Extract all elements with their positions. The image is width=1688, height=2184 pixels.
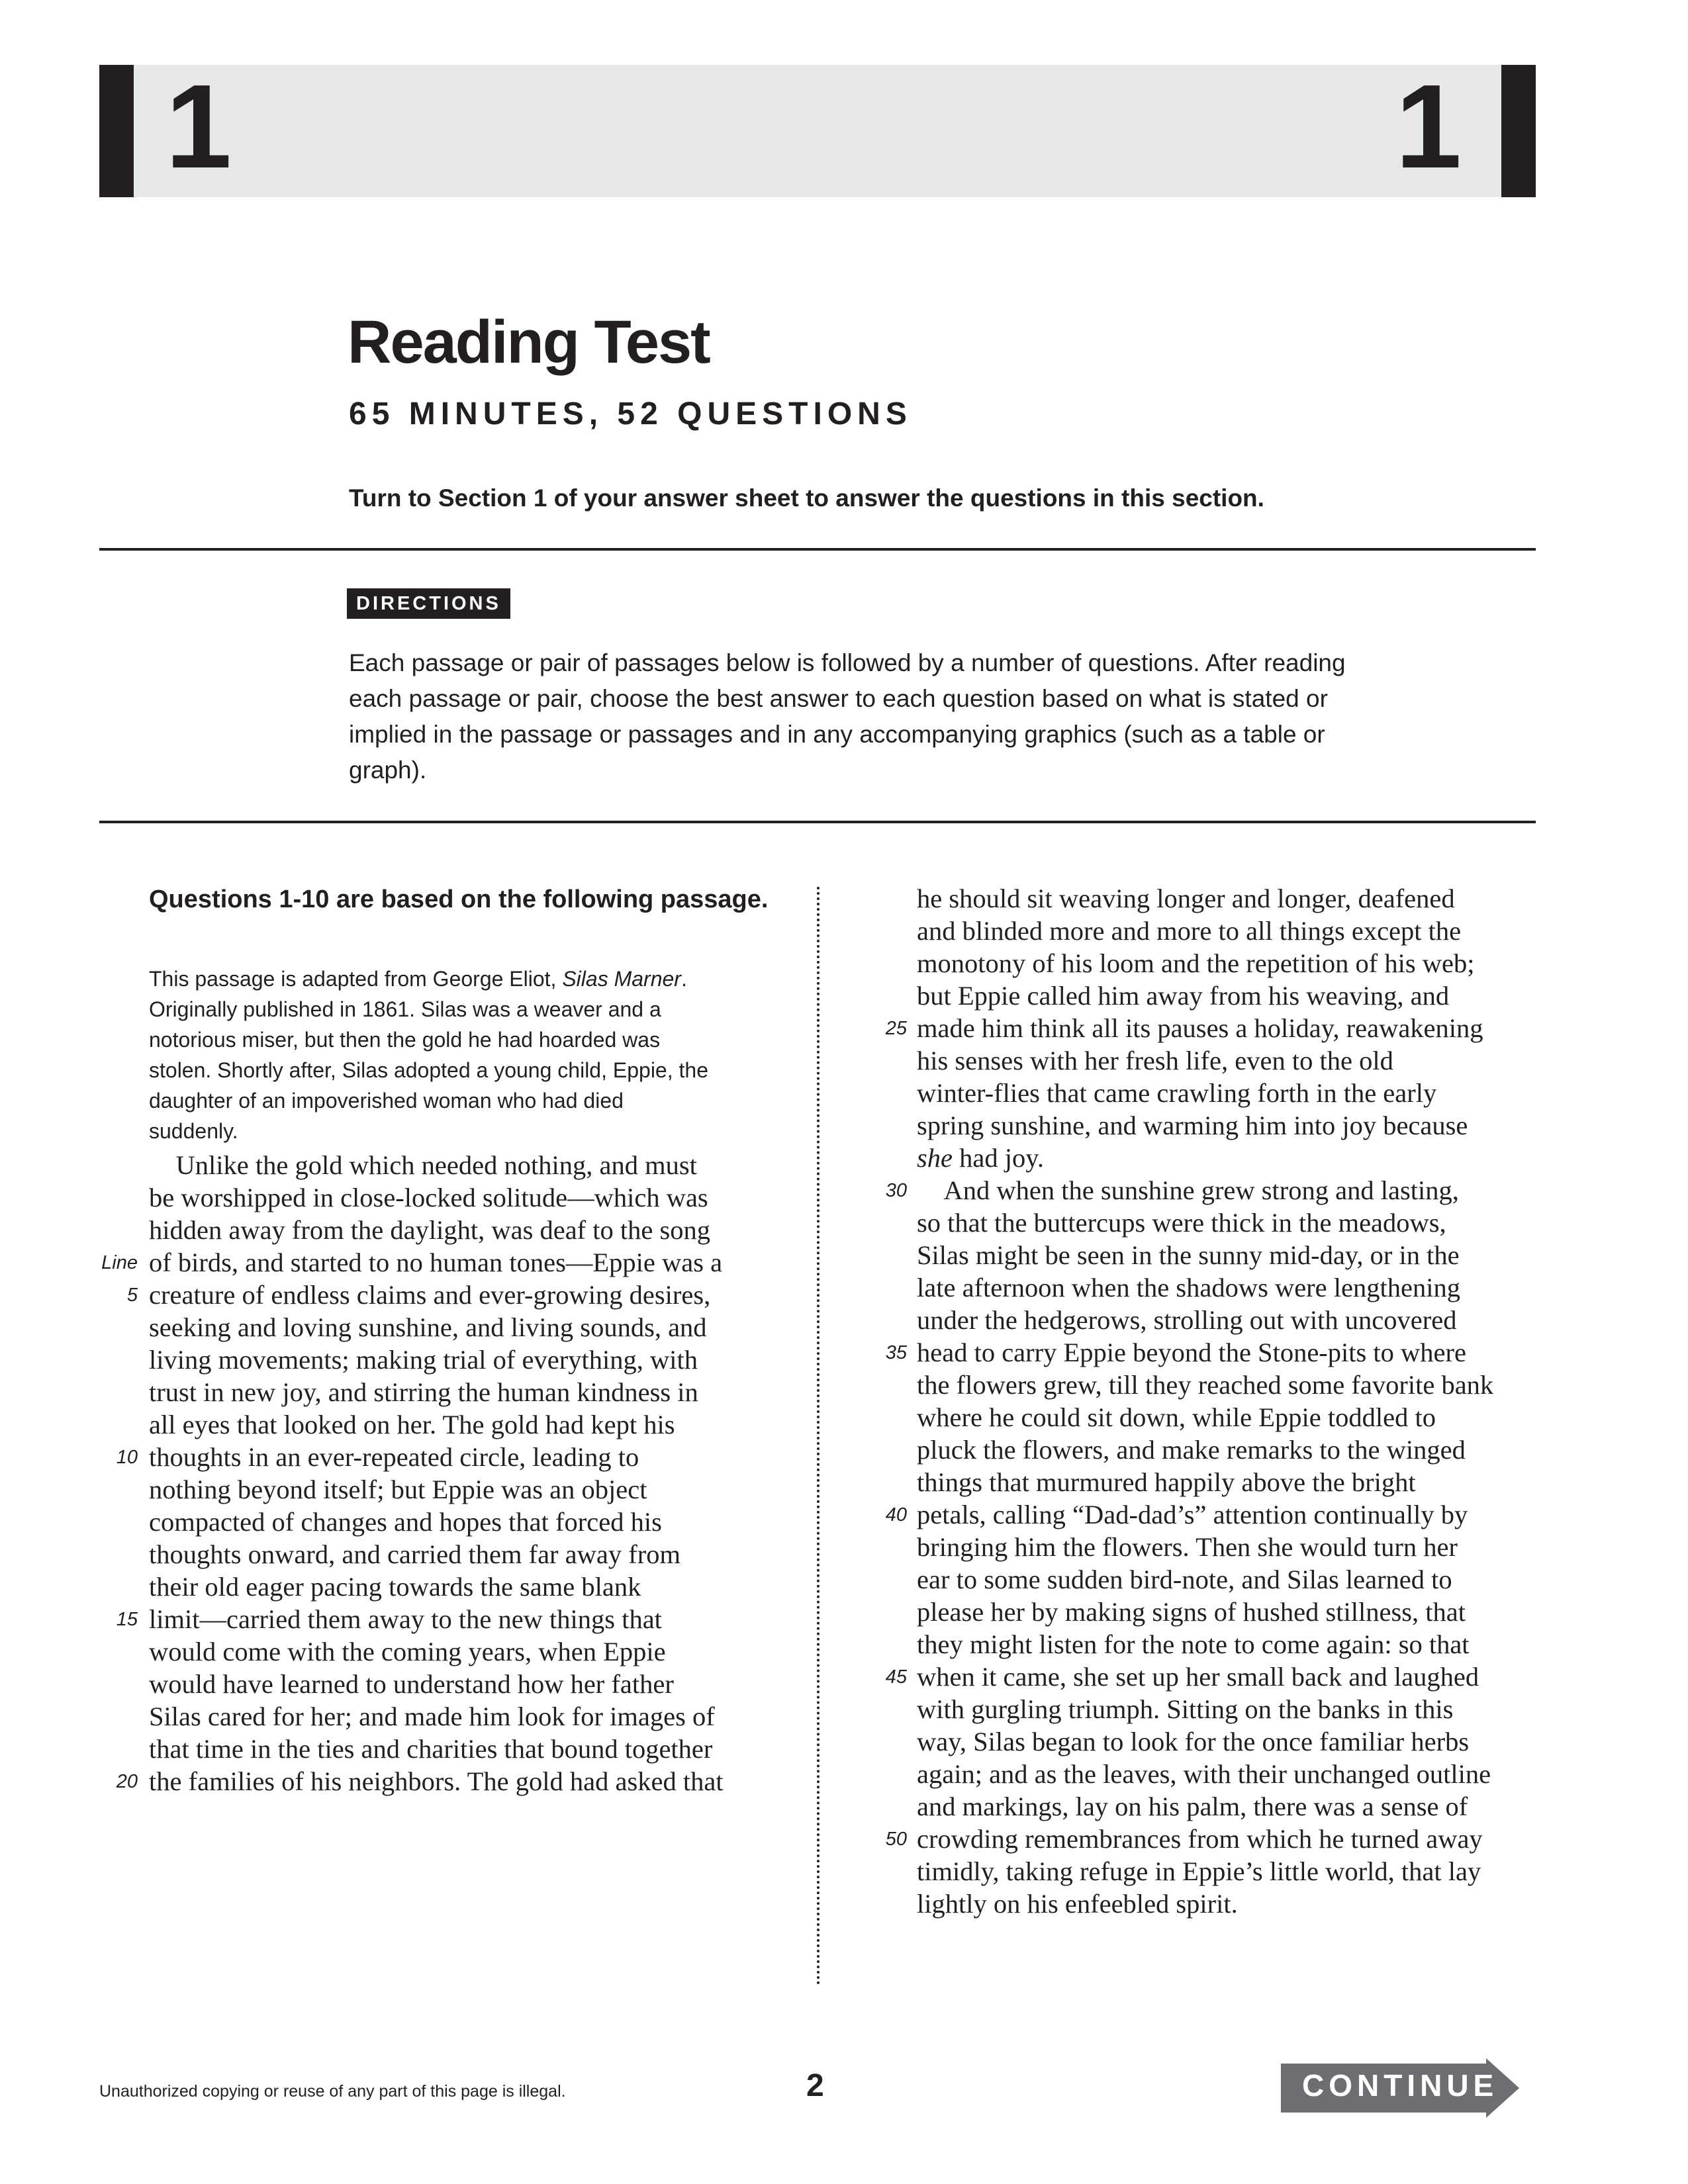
intro-line: suddenly.	[149, 1119, 238, 1143]
continue-button[interactable]	[1281, 2058, 1532, 2118]
passage-line: that time in the ties and charities that bound together	[149, 1734, 713, 1764]
directions-line: each passage or pair, choose the best answer to each question based on what is stated or	[349, 685, 1328, 712]
section-header-bar-right	[1501, 65, 1536, 197]
intro-line: This passage is adapted from George Eliot, Silas Marner.	[149, 967, 687, 991]
column-divider	[817, 887, 820, 1985]
page-title: Reading Test	[348, 308, 710, 376]
passage-line: please her by making signs of hushed stillness, that	[917, 1597, 1466, 1627]
passage-line: under the hedgerows, strolling out with uncovered	[917, 1305, 1457, 1335]
intro-line: daughter of an impoverished woman who had died	[149, 1089, 624, 1113]
passage-line: would have learned to understand how her father	[149, 1669, 674, 1699]
passage-line: of birds, and started to no human tones—Eppie was a	[149, 1248, 723, 1277]
questions-heading: Questions 1-10 are based on the following passage.	[149, 886, 769, 913]
passage-line: limit—carried them away to the new things that	[149, 1604, 662, 1634]
passage-line: way, Silas began to look for the once familiar herbs	[917, 1727, 1470, 1756]
passage-line: the flowers grew, till they reached some favorite bank	[917, 1370, 1494, 1400]
passage-line: compacted of changes and hopes that forced his	[149, 1507, 662, 1537]
directions-line: implied in the passage or passages and in any accompanying graphics (such as a table or	[349, 721, 1325, 748]
passage-line: where he could sit down, while Eppie toddled to	[917, 1402, 1436, 1432]
passage-line: living movements; making trial of everything, with	[149, 1345, 698, 1375]
passage-line: crowding remembrances from which he turned away	[917, 1824, 1483, 1854]
passage-line: nothing beyond itself; but Eppie was an object	[149, 1475, 647, 1504]
passage-line: and blinded more and more to all things except the	[917, 916, 1462, 946]
passage-line: with gurgling triumph. Sitting on the banks in this	[917, 1694, 1454, 1724]
line-number-5: 5	[126, 1285, 138, 1306]
passage-line: they might listen for the note to come again: so that	[917, 1629, 1470, 1659]
emphasized-word: she	[917, 1143, 953, 1173]
passage-line: and markings, lay on his palm, there was a sense of	[917, 1792, 1468, 1821]
line-number-30: 30	[885, 1180, 907, 1201]
answer-sheet-instruction: Turn to Section 1 of your answer sheet to answer the questions in this section.	[349, 484, 1264, 512]
passage-line: he should sit weaving longer and longer, deafened	[917, 884, 1455, 913]
passage-line: all eyes that looked on her. The gold had kept his	[149, 1410, 675, 1439]
passage-line: Silas cared for her; and made him look for images of	[149, 1702, 715, 1731]
passage-line: winter-flies that came crawling forth in the early	[917, 1078, 1437, 1108]
directions-bottom-rule	[99, 821, 1536, 823]
passage-line: their old eager pacing towards the same blank	[149, 1572, 641, 1602]
line-number-50: 50	[885, 1829, 907, 1850]
passage-intro	[149, 964, 784, 1146]
passage-line: thoughts onward, and carried them far away from	[149, 1539, 680, 1569]
passage-line: ear to some sudden bird-note, and Silas learned to	[917, 1565, 1452, 1594]
section-header-bar-left	[99, 65, 134, 197]
passage-line: pluck the flowers, and make remarks to the winged	[917, 1435, 1466, 1465]
directions-text	[349, 645, 1474, 788]
line-number-40: 40	[885, 1504, 907, 1525]
passage-line: creature of endless claims and ever-growing desires,	[149, 1280, 711, 1310]
passage-line: trust in new joy, and stirring the human kindness in	[149, 1377, 698, 1407]
section-number-right: 1	[1395, 60, 1462, 193]
passage-line: bringing him the flowers. Then she would turn her	[917, 1532, 1458, 1562]
line-number-25: 25	[885, 1018, 907, 1039]
passage-line: lightly on his enfeebled spirit.	[917, 1889, 1238, 1919]
passage-line: hidden away from the daylight, was deaf to the song	[149, 1215, 711, 1245]
passage-line: seeking and loving sunshine, and living sounds, and	[149, 1312, 707, 1342]
test-duration-subtitle: 65 MINUTES, 52 QUESTIONS	[349, 396, 912, 432]
passage-line: And when the sunshine grew strong and lasting,	[917, 1175, 1459, 1205]
passage-line: things that murmured happily above the bright	[917, 1467, 1416, 1497]
passage-line: Silas might be seen in the sunny mid-day, or in the	[917, 1240, 1460, 1270]
passage-line: Unlike the gold which needed nothing, and must	[149, 1150, 697, 1180]
continue-label: CONTINUE	[1302, 2068, 1499, 2103]
passage-line: thoughts in an ever-repeated circle, leading to	[149, 1442, 639, 1472]
section-header-band	[99, 60, 1536, 197]
passage-line: so that the buttercups were thick in the meadows,	[917, 1208, 1446, 1238]
page-number: 2	[806, 2068, 824, 2103]
passage-line: when it came, she set up her small back and laughed	[917, 1662, 1479, 1692]
directions-label: DIRECTIONS	[347, 588, 510, 619]
passage-line: would come with the coming years, when Eppie	[149, 1637, 666, 1666]
line-label: Line	[101, 1252, 138, 1273]
passage-line: she had joy.	[917, 1143, 1044, 1173]
passage-line: spring sunshine, and warming him into joy because	[917, 1111, 1468, 1140]
passage-line: the families of his neighbors. The gold had asked that	[149, 1766, 724, 1796]
line-number-20: 20	[116, 1771, 138, 1792]
directions-line: Each passage or pair of passages below is followed by a number of questions. After reading	[349, 649, 1346, 676]
line-number-45: 45	[885, 1666, 907, 1688]
line-number-35: 35	[885, 1342, 907, 1363]
directions-line: graph).	[349, 756, 427, 784]
passage-line: late afternoon when the shadows were lengthening	[917, 1273, 1460, 1302]
passage-line: again; and as the leaves, with their unchanged outline	[917, 1759, 1491, 1789]
section-number-left: 1	[165, 60, 232, 193]
line-number-10: 10	[116, 1447, 138, 1468]
passage-line: be worshipped in close-locked solitude—which was	[149, 1183, 708, 1212]
intro-line: notorious miser, but then the gold he had hoarded was	[149, 1028, 661, 1052]
passage-line: made him think all its pauses a holiday, reawakening	[917, 1013, 1483, 1043]
book-title: Silas Marner	[562, 967, 681, 991]
passage-line: petals, calling “Dad-dad’s” attention continually by	[917, 1500, 1468, 1529]
intro-line: Originally published in 1861. Silas was a weaver and a	[149, 997, 661, 1021]
passage-line: but Eppie called him away from his weaving, and	[917, 981, 1450, 1011]
passage-line: head to carry Eppie beyond the Stone-pits to where	[917, 1338, 1466, 1367]
directions-top-rule	[99, 548, 1536, 551]
passage-line: timidly, taking refuge in Eppie’s little world, that lay	[917, 1856, 1481, 1886]
passage-line: monotony of his loom and the repetition of his web;	[917, 948, 1475, 978]
line-number-15: 15	[116, 1609, 138, 1630]
intro-line: stolen. Shortly after, Silas adopted a young child, Eppie, the	[149, 1058, 708, 1082]
passage-line: his senses with her fresh life, even to the old	[917, 1046, 1393, 1075]
copyright-notice: Unauthorized copying or reuse of any part of this page is illegal.	[99, 2082, 566, 2101]
